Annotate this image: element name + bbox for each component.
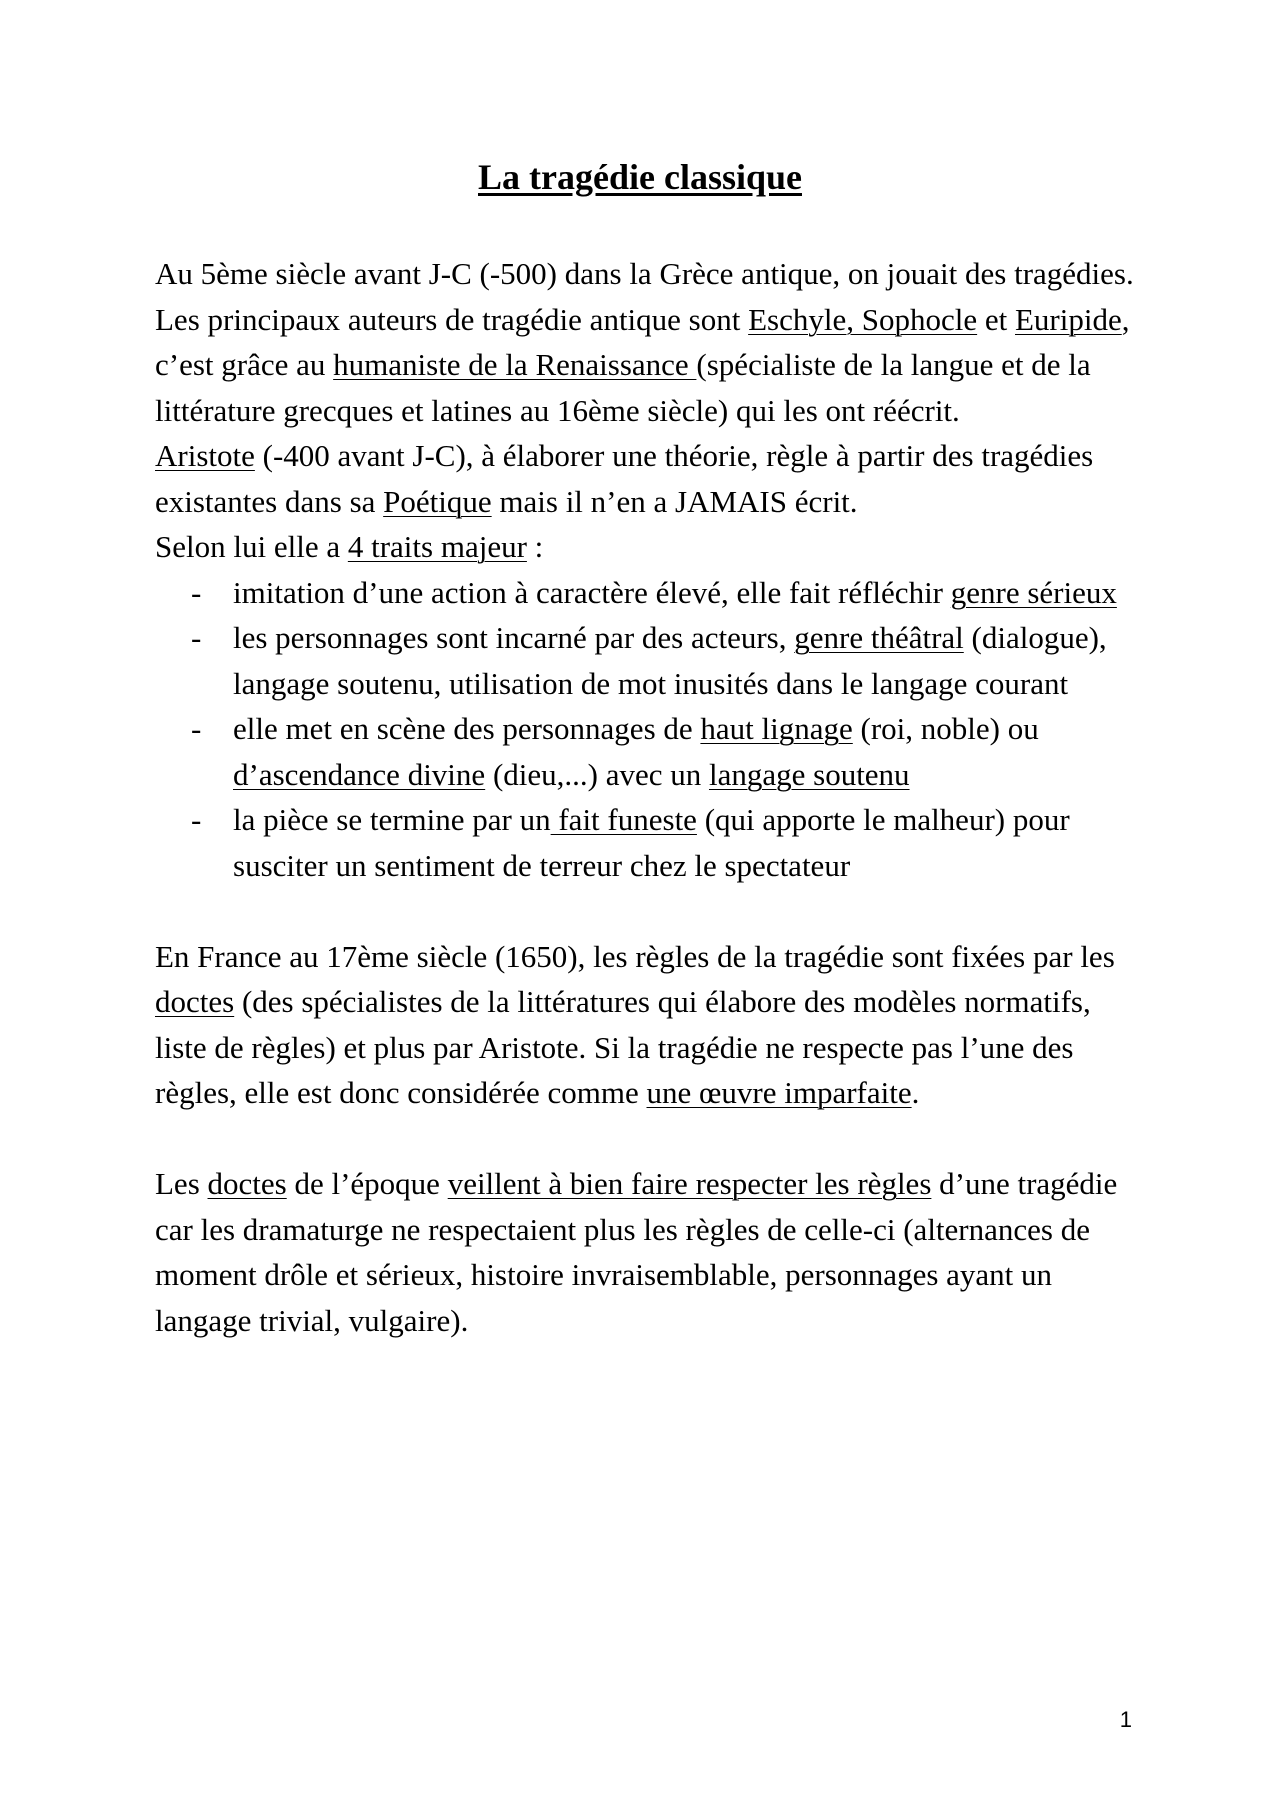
veillent-underlined: veillent à bien faire respecter les règles: [447, 1166, 932, 1201]
intro-paragraph-2: Les principaux auteurs de tragédie antique sont Eschyle, Sophocle et Euripide, c’est grâce au humaniste de la Renaissance (spécialiste de la langue et de la littérature grecques et latines au 16ème siècle) qui les ont réécrit.: [155, 301, 1130, 428]
intro-paragraph-4: Selon lui elle a 4 traits majeur :: [155, 529, 544, 564]
traits-list: [155, 570, 1135, 889]
list-item: - imitation d’une action à caractère élevé, elle fait réfléchir genre sérieux: [191, 574, 1117, 610]
list-item: - les personnages sont incarné par des acteurs, genre théâtral (dialogue), langage soutenu, utilisation de mot inusités dans le langage courant: [191, 620, 1107, 701]
document-body: [155, 251, 1135, 1343]
oeuvre-underlined: une œuvre imparfaite: [646, 1075, 912, 1110]
aristote-underlined: Aristote: [155, 438, 255, 473]
france-paragraph: En France au 17ème siècle (1650), les règles de la tragédie sont fixées par les doctes (des spécialistes de la littératures qui élabore des modèles normatifs, liste de règles) et plus par Aristote. Si la tragédie ne respecte pas l’une des règles, elle est donc considérée comme une œuvre imparfaite.: [155, 938, 1115, 1110]
intro-paragraph-3: Aristote (-400 avant J-C), à élaborer une théorie, règle à partir des tragédies existantes dans sa Poétique mais il n’en a JAMAIS écrit.: [155, 438, 1094, 519]
traits-underlined: 4 traits majeur: [347, 529, 527, 564]
paragraph-gap: [155, 1116, 1135, 1162]
euripide-underlined: Euripide: [1015, 301, 1122, 337]
paragraph-gap: [155, 888, 1135, 934]
authors-underlined: Eschyle, Sophocle: [748, 301, 978, 337]
poetique-underlined: Poétique: [383, 483, 492, 519]
doctes-paragraph: Les doctes de l’époque veillent à bien faire respecter les règles d’une tragédie car les dramaturge ne respectaient plus les règles de celle-ci (alternances de moment drôle et sérieux, histoire invraisemblable, personnages ayant un langage trivial, vulgaire).: [155, 1166, 1118, 1338]
doctes-underlined: doctes: [207, 1166, 287, 1201]
humaniste-underlined: humaniste de la Renaissance: [333, 347, 697, 382]
intro-paragraph-1: Au 5ème siècle avant J-C (-500) dans la Grèce antique, on jouait des tragédies.: [155, 256, 1134, 291]
page-number: 1: [1119, 1707, 1132, 1732]
doctes-underlined: doctes: [155, 984, 235, 1019]
list-item: - la pièce se termine par un fait funeste (qui apporte le malheur) pour susciter un sentiment de terreur chez le spectateur: [191, 802, 1070, 883]
list-item: - elle met en scène des personnages de haut lignage (roi, noble) ou d’ascendance divine (dieu,...) avec un langage soutenu: [191, 711, 1039, 792]
page-title: La tragédie classique: [478, 157, 802, 197]
